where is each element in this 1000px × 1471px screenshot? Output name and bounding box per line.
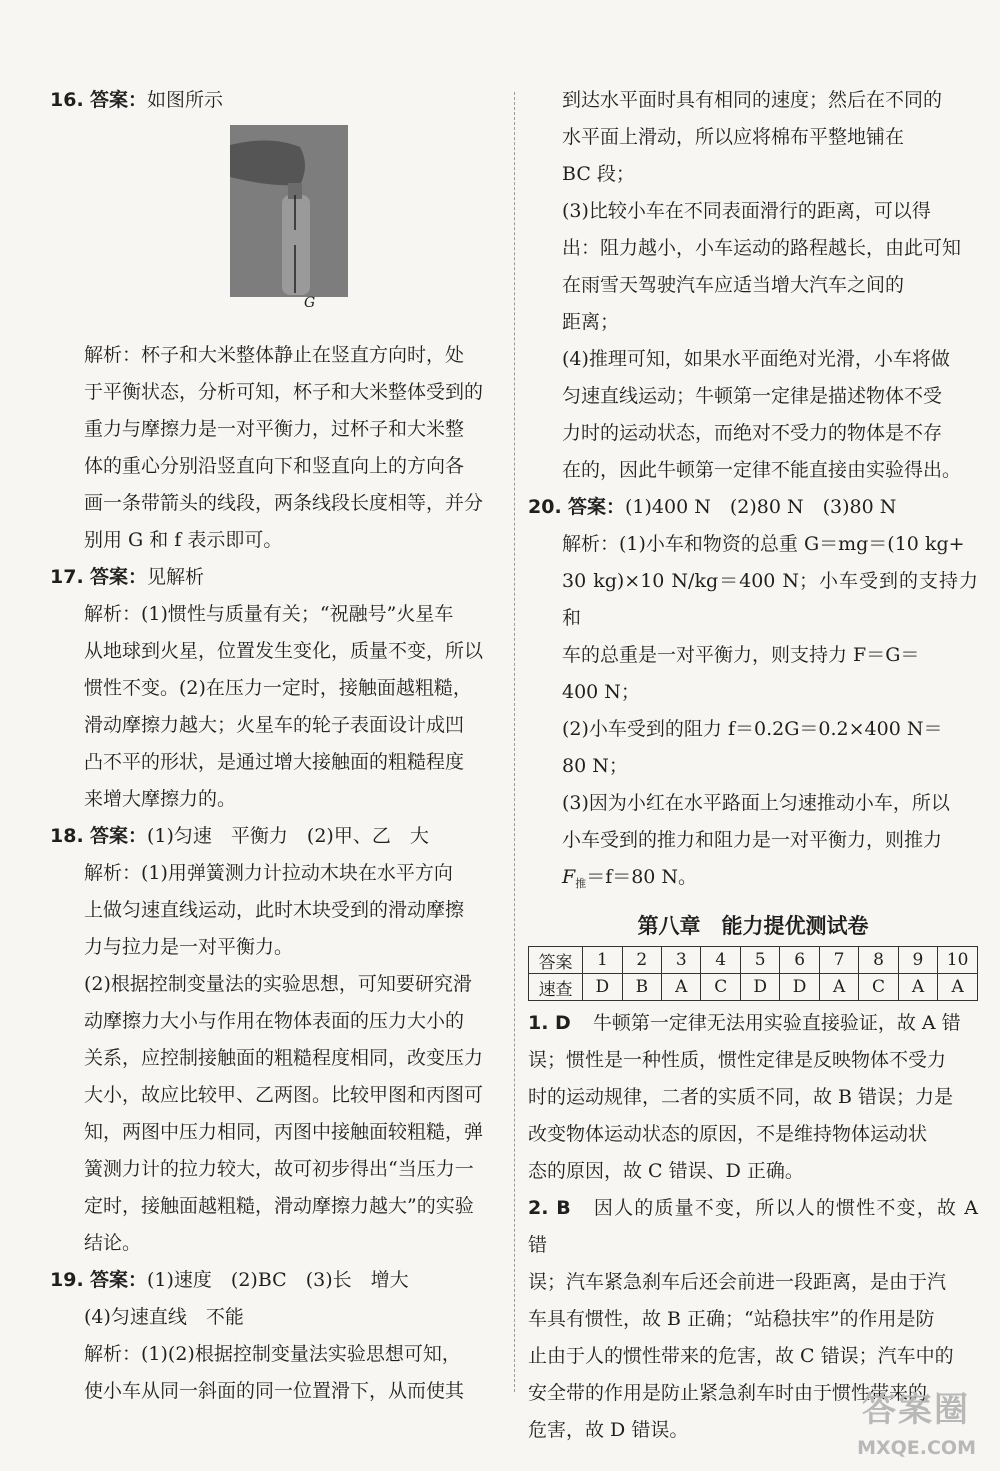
left-column xyxy=(50,82,512,1410)
answer-1: 1. D 牛顿第一定律无法用实验直接验证，故 A 错 误；惯性是一种性质，惯性定律是反映物体不受力 时的运动规律，二者的实质不同，故 B 错误；力是 改变物体运动状态的原因，不是维持物体运动状 态的原因，故 C 错误、D 正确。 xyxy=(528,1012,961,1182)
q18-answer: 18. 答案：(1)匀速 平衡力 (2)甲、乙 大 xyxy=(50,825,429,847)
q16-answer: 16. 答案：如图所示 xyxy=(50,89,224,111)
figure-label-g: G xyxy=(304,295,316,311)
watermark-logo: 答案圈 xyxy=(862,1390,970,1430)
q19-analysis: (4)匀速直线 不能 解析：(1)(2)根据控制变量法实验思想可知， 使小车从同一斜面的同一位置滑下，从而使其 xyxy=(84,1306,465,1402)
figure-image xyxy=(230,125,348,297)
watermark-url: MXQE.COM xyxy=(857,1437,976,1459)
answer-quick-check-table xyxy=(528,946,978,1001)
q17-analysis: 解析：(1)惯性与质量有关；“祝融号”火星车 从地球到火星，位置发生变化，质量不变，所以 惯性不变。(2)在压力一定时，接触面越粗糙， 滑动摩擦力越大；火星车的轮子表面设计成凹 凸不平的形状，是通过增大接触面的粗糙程度 来增大摩擦力的。 xyxy=(84,603,484,810)
q17-answer: 17. 答案：见解析 xyxy=(50,566,205,588)
q19-answer: 19. 答案：(1)速度 (2)BC (3)长 增大 xyxy=(50,1269,409,1291)
q16-analysis: 解析：杯子和大米整体静止在竖直方向时，处 于平衡状态，分析可知，杯子和大米整体受到的 重力与摩擦力是一对平衡力，过杯子和大米整 体的重心分别沿竖直向下和竖直向上的方向各 画一条带箭头的线段，两条线段长度相等，并分 别用 G 和 f 表示即可。 xyxy=(84,344,484,551)
q20-analysis: 解析：(1)小车和物资的总重 G＝mg＝(10 kg+ 30 kg)×10 N/kg＝400 N；小车受到的支持力和 车的总重是一对平衡力，则支持力 F＝G＝ 400 N； (2)小车受到的阻力 f＝0.2G＝0.2×400 N＝ 80 N； (3)因为小红在水平路面上匀速推动小车，所以 小车受到的推力和阻力是一对平衡力，则推力 $F_推=f=80$ N。 xyxy=(528,526,978,902)
chapter-title: 第八章 能力提优测试卷 xyxy=(637,914,869,938)
q18-analysis: 解析：(1)用弹簧测力计拉动木块在水平方向 上做匀速直线运动，此时木块受到的滑动摩擦 力与拉力是一对平衡力。 (2)根据控制变量法的实验思想，可知要研究滑 动摩擦力大小与作用在物体表面的压力大小的 关系，应控制接触面的粗糙程度相同，改变压力 大小，故应比较甲、乙两图。比较甲图和丙图可 知，两图中压力相同，丙图中接触面较粗糙，弹 簧测力计的拉力较大，故可初步得出“当压力一 定时，接触面越粗糙，滑动摩擦力越大”的实验 结论。 xyxy=(84,862,484,1254)
table-row: 速查 D B A C D D A C A A xyxy=(529,974,978,1001)
table-row: 答案 1 2 3 4 5 6 7 8 9 10 xyxy=(529,947,978,974)
hand-holding-bottle-figure xyxy=(50,125,512,337)
answer-2: 2. B 因人的质量不变，所以人的惯性不变，故 A 错 误；汽车紧急刹车后还会前进一段距离，是由于汽 车具有惯性，故 B 正确；“站稳扶牢”的作用是防 止由于人的惯性带来的危害，故 C 错误；汽车中的 安全带的作用是防止紧急刹车时由于惯性带来的 危害，故 D 错误。 xyxy=(528,1197,978,1441)
column-divider xyxy=(514,92,515,1392)
q20-answer: 20. 答案：(1)400 N (2)80 N (3)80 N xyxy=(528,496,897,518)
right-column xyxy=(528,82,978,1449)
q19-analysis-continued: 到达水平面时具有相同的速度；然后在不同的 水平面上滑动，所以应将棉布平整地铺在 BC 段； (3)比较小车在不同表面滑行的距离，可以得 出：阻力越小，小车运动的路程越长，由此可知 在雨雪天驾驶汽车应适当增大汽车之间的 距离； (4)推理可知，如果水平面绝对光滑，小车将做 匀速直线运动；牛顿第一定律是描述物体不受 力时的运动状态，而绝对不受力的物体是不存 在的，因此牛顿第一定律不能直接由实验得出。 xyxy=(562,89,962,481)
q20-final-line: $F_推=f=80$ N。 xyxy=(562,866,698,890)
